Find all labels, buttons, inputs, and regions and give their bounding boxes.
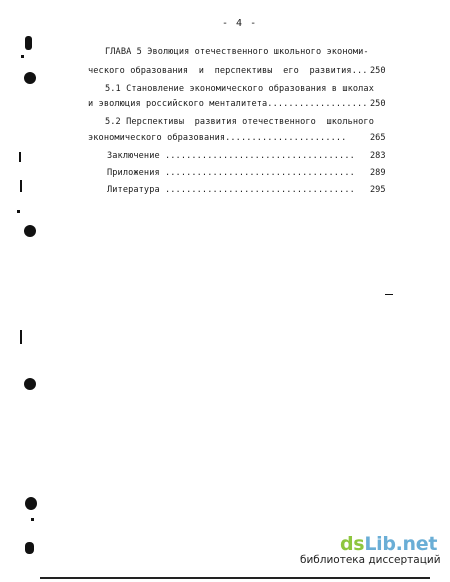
page-bottom-edge [40, 577, 430, 579]
toc-entry-title: Приложения .................................... [107, 168, 355, 178]
toc-page-number: 289 [370, 168, 386, 178]
page-number: - 4 - [222, 18, 258, 29]
scan-mark [19, 152, 21, 162]
watermark-tagline: библиотека диссертаций [300, 554, 441, 566]
toc-entry-title: Литература .................................... [107, 185, 355, 195]
scan-mark [20, 330, 22, 344]
scan-mark [385, 294, 393, 295]
binding-hole [24, 225, 36, 237]
binding-hole [25, 497, 37, 510]
toc-entry-title: ГЛАВА 5 Эволюция отечественного школьного экономи- [105, 47, 369, 57]
toc-page-number: 283 [370, 151, 386, 161]
toc-page-number: 250 [370, 66, 386, 76]
scan-mark [17, 210, 20, 213]
scan-mark [20, 180, 22, 192]
binding-hole [24, 378, 36, 390]
toc-page-number: 265 [370, 133, 386, 143]
toc-entry-title: ческого образования и перспективы его развития... [88, 66, 368, 76]
scan-mark [31, 518, 34, 521]
binding-hole [25, 36, 32, 50]
dslib-logo: dsLib.net [340, 533, 438, 555]
scan-mark [21, 55, 24, 58]
binding-hole [25, 542, 34, 554]
dslib-watermark[interactable] [300, 533, 441, 566]
toc-entry-title: и эволюция российского менталитета................... [88, 99, 368, 109]
toc-page-number: 295 [370, 185, 386, 195]
toc-entry-title: Заключение .................................... [107, 151, 355, 161]
toc-page-number: 250 [370, 99, 386, 109]
toc-entry-title: экономического образования....................... [88, 133, 347, 143]
binding-hole [24, 72, 36, 84]
toc-entry-title: 5.1 Становление экономического образования в школах [105, 84, 374, 94]
toc-entry-title: 5.2 Перспективы развития отечественного школьного [105, 117, 374, 127]
